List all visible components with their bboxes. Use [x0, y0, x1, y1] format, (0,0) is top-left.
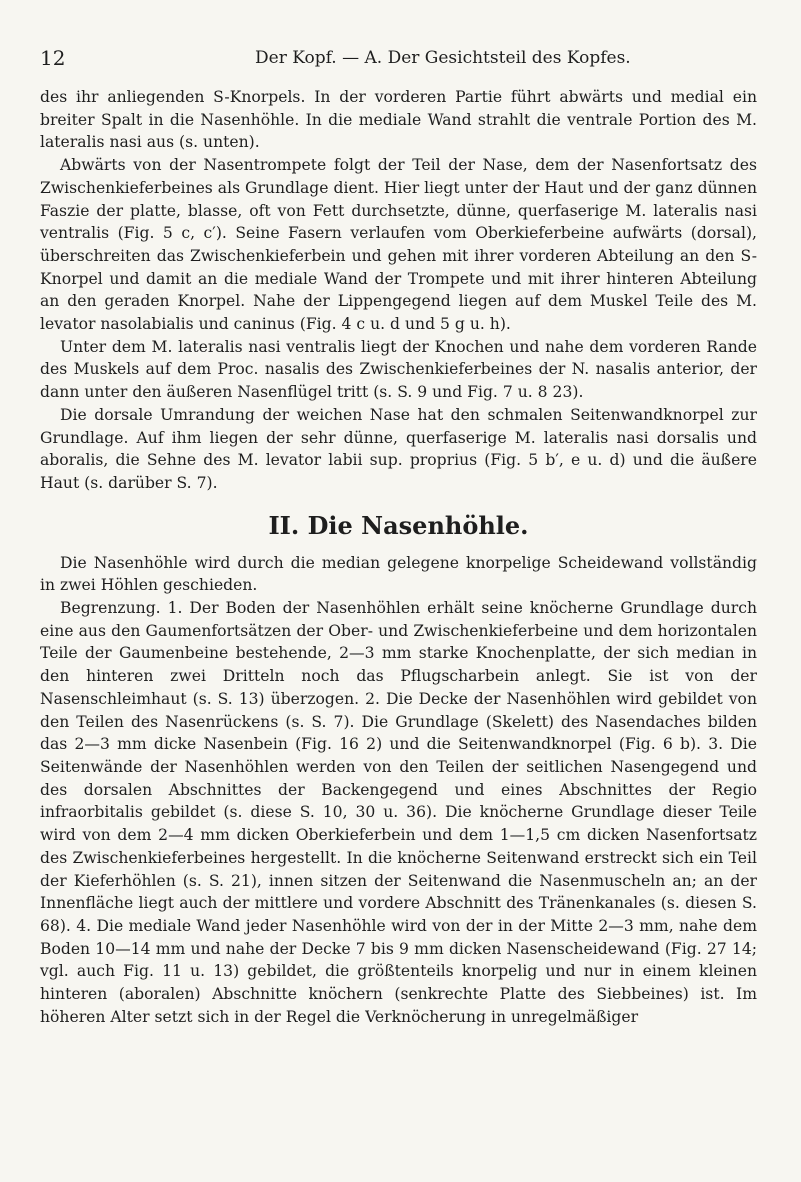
- paragraph: Begrenzung. 1. Der Boden der Nasenhöhlen erhält seine knöcherne Grundlage durch eine aus den Gaumenfortsätzen der Ober- und Zwischenkieferbeine und dem horizontalen Teile der Gaumenbeine bestehende, 2—3 mm starke Knochenplatte, der sich median in den hinteren zwei Dritteln noch das Pflugscharbein anlegt. Sie ist von der Nasenschleimhaut (s. S. 13) überzogen. 2. Die Decke der Nasenhöhlen wird gebildet von den Teilen des Nasenrückens (s. S. 7). Die Grundlage (Skelett) des Nasendaches bilden das 2—3 mm dicke Nasenbein (Fig. 16 2) und die Seitenwandknorpel (Fig. 6 b). 3. Die Seitenwände der Nasenhöhlen werden von den Teilen der seitlichen Nasengegend und des dorsalen Abschnittes der Backengegend und eines Abschnittes der Regio infraorbitalis gebildet (s. diese S. 10, 30 u. 36). Die knöcherne Grundlage dieser Teile wird von dem 2—4 mm dicken Oberkieferbein und dem 1—1,5 cm dicken Nasenfortsatz des Zwischenkieferbeines hergestellt. In die knöcherne Seitenwand erstreckt sich ein Teil der Kieferhöhlen (s. S. 21), innen sitzen der Seitenwand die Nasenmuscheln an; an der Innenfläche liegt auch der mittlere und vordere Abschnitt des Tränenkanales (s. diesen S. 68). 4. Die mediale Wand jeder Nasenhöhle wird von der in der Mitte 2—3 mm, nahe dem Boden 10—14 mm und nahe der Decke 7 bis 9 mm dicken Nasenscheidewand (Fig. 27 14; vgl. auch Fig. 11 u. 13) gebildet, die größtenteils knorpelig und nur in einem kleinen hinteren (aboralen) Abschnitte knöchern (senkrechte Platte des Siebbeines) ist. Im höheren Alter setzt sich in der Regel die Verknöcherung in unregelmäßiger: [40, 599, 757, 1026]
- paragraph: Die Nasenhöhle wird durch die median gelegene knorpelige Scheidewand vollständig in zwei Höhlen geschieden.: [40, 553, 757, 595]
- paragraph: Unter dem M. lateralis nasi ventralis liegt der Knochen und nahe dem vorderen Rande des Muskels auf dem Proc. nasalis des Zwischenkieferbeines der N. nasalis anterior, der dann unter den äußeren Nasenflügel tritt (s. S. 9 und Fig. 7 u. 8 23).: [40, 337, 757, 402]
- running-title: Der Kopf. — A. Der Gesichtsteil des Kopfes.: [255, 48, 631, 68]
- page-number: 12: [40, 46, 66, 70]
- page-header: [40, 46, 760, 74]
- body-text: [40, 86, 757, 1028]
- section-heading: II. Die Nasenhöhle.: [268, 510, 529, 540]
- paragraph: Abwärts von der Nasentrompete folgt der Teil der Nase, dem der Nasenfortsatz des Zwischenkieferbeines als Grundlage dient. Hier liegt unter der Haut und der ganz dünnen Faszie der platte, blasse, oft von Fett durchsetzte, dünne, querfaserige M. lateralis nasi ventralis (Fig. 5 c, c′). Seine Fasern verlaufen vom Oberkieferbeine aufwärts (dorsal), überschreiten das Zwischenkieferbein und gehen mit ihrer vorderen Abteilung an den S-Knorpel und damit an die mediale Wand der Trompete und mit ihrer hinteren Abteilung an den geraden Knorpel. Nahe der Lippengegend liegen auf dem Muskel Teile des M. levator nasolabialis und caninus (Fig. 4 c u. d und 5 g u. h).: [40, 156, 757, 334]
- paragraph: des ihr anliegenden S-Knorpels. In der vorderen Partie führt abwärts und medial ein breiter Spalt in die Nasenhöhle. In die mediale Wand strahlt die ventrale Portion des M. lateralis nasi aus (s. unten).: [40, 88, 757, 152]
- paragraph: Die dorsale Umrandung der weichen Nase hat den schmalen Seitenwandknorpel zur Grundlage. Auf ihm liegen der sehr dünne, querfaserige M. lateralis nasi dorsalis und aboralis, die Sehne des M. levator labii sup. proprius (Fig. 5 b′, e u. d) und die äußere Haut (s. darüber S. 7).: [40, 405, 757, 492]
